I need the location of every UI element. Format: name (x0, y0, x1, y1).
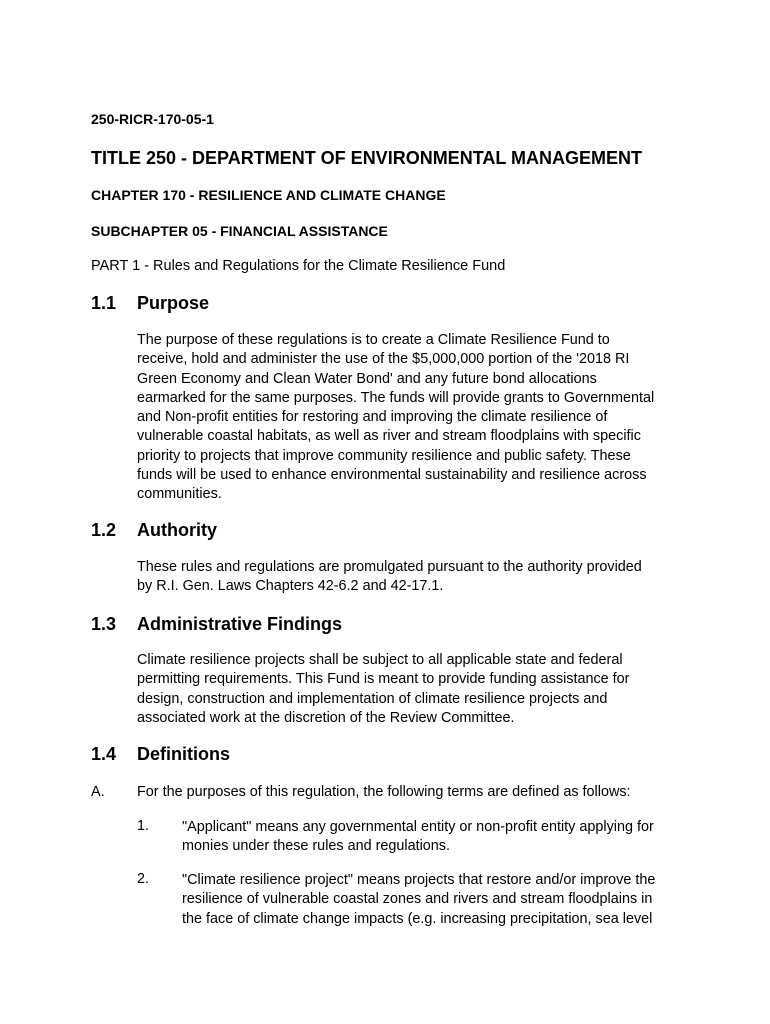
definition-line: monies under these rules and regulations. (182, 838, 450, 855)
paragraph-line: earmarked for the same purposes. The funds will provide grants to Governmental (137, 389, 655, 406)
list-item-number: 1. (137, 818, 150, 834)
findings-paragraph (137, 651, 685, 728)
paragraph-line: Green Economy and Clean Water Bond' and any future bond allocations (137, 370, 597, 387)
definition-applicant (182, 818, 682, 857)
list-item-number: 2. (137, 871, 150, 887)
definition-line: "Applicant" means any governmental entity or non-profit entity applying for (182, 819, 654, 835)
definition-line: "Climate resilience project" means projects that restore and/or improve the (182, 872, 656, 888)
paragraph-line: communities. (137, 486, 222, 503)
authority-paragraph (137, 558, 685, 597)
paragraph-line: associated work at the discretion of the Review Committee. (137, 709, 515, 726)
paragraph-line: priority to projects that improve community resilience and public safety. These (137, 447, 631, 464)
section-title-purpose: Purpose (137, 293, 210, 313)
definition-line: resilience of vulnerable coastal zones and rivers and stream floodplains in (182, 891, 653, 908)
subchapter-heading: SUBCHAPTER 05 - FINANCIAL ASSISTANCE (91, 223, 388, 239)
paragraph-line: These rules and regulations are promulgated pursuant to the authority provided (137, 559, 642, 575)
part-heading: PART 1 - Rules and Regulations for the Climate Resilience Fund (91, 258, 506, 274)
section-title-definitions: Definitions (137, 744, 230, 764)
section-title-administrative-findings: Administrative Findings (137, 614, 343, 634)
section-number: 1.1 (91, 293, 117, 313)
list-label: A. (91, 784, 105, 800)
paragraph-line: and Non-profit entities for restoring and improving the climate resilience of (137, 409, 608, 426)
paragraph-line: by R.I. Gen. Laws Chapters 42-6.2 and 42-17.1. (137, 578, 444, 595)
document-title: TITLE 250 - DEPARTMENT OF ENVIRONMENTAL MANAGEMENT (91, 148, 643, 168)
section-title-authority: Authority (137, 520, 217, 540)
paragraph-line: receive, hold and administer the use of the $5,000,000 portion of the '2018 RI (137, 351, 630, 368)
purpose-paragraph (137, 331, 685, 505)
paragraph-line: design, construction and implementation of climate resilience projects and (137, 690, 608, 707)
definition-climate-resilience-project (182, 871, 682, 929)
paragraph-line: funds will be used to enhance environmental sustainability and resilience across (137, 467, 647, 484)
chapter-heading: CHAPTER 170 - RESILIENCE AND CLIMATE CHANGE (91, 187, 446, 203)
paragraph-line: permitting requirements. This Fund is meant to provide funding assistance for (137, 671, 630, 688)
paragraph-line: The purpose of these regulations is to create a Climate Resilience Fund to (137, 332, 610, 348)
section-number: 1.2 (91, 520, 117, 540)
rule-id: 250-RICR-170-05-1 (91, 111, 214, 127)
paragraph-line: vulnerable coastal habitats, as well as river and stream floodplains with specific (137, 428, 641, 445)
paragraph-line: Climate resilience projects shall be subject to all applicable state and federal (137, 652, 623, 668)
definitions-intro: For the purposes of this regulation, the following terms are defined as follows: (137, 784, 631, 800)
section-number: 1.3 (91, 614, 117, 634)
section-number: 1.4 (91, 744, 117, 764)
definition-line: the face of climate change impacts (e.g. increasing precipitation, sea level (182, 910, 653, 927)
